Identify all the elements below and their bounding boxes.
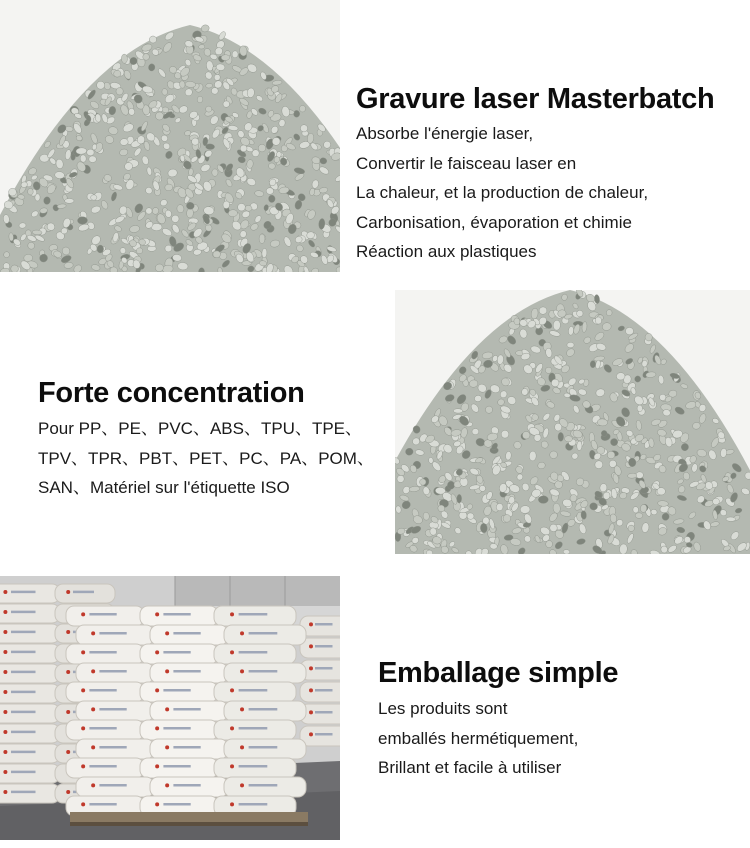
section-heading: Emballage simple <box>378 657 619 689</box>
description-line: Convertir le faisceau laser en <box>356 153 577 173</box>
pellets-heap-image-1 <box>0 0 340 272</box>
section-laser-masterbatch <box>356 82 714 267</box>
description-line: La chaleur, et la production de chaleur, <box>356 183 649 202</box>
section-high-concentration <box>38 376 374 503</box>
section-simple-packaging <box>378 656 618 783</box>
section-heading: Forte concentration <box>38 377 305 409</box>
section-heading: Gravure laser Masterbatch <box>356 83 715 115</box>
description-line: emballés hermétiquement, <box>378 728 579 748</box>
description-line: Pour PP、PE、PVC、ABS、TPU、TPE、 <box>38 419 363 438</box>
pellets-heap-image-2 <box>395 290 750 554</box>
description-line: Réaction aux plastiques <box>356 242 537 261</box>
stacked-bags-image <box>0 576 340 840</box>
description-line: Carbonisation, évaporation et chimie <box>356 212 632 232</box>
description-line: Les produits sont <box>378 699 508 718</box>
description-line: TPV、TPR、PBT、PET、PC、PA、POM、 <box>38 448 374 468</box>
description-line: SAN、Matériel sur l'étiquette ISO <box>38 478 290 497</box>
description-line: Brillant et facile à utiliser <box>378 758 562 777</box>
description-line: Absorbe l'énergie laser, <box>356 124 534 143</box>
